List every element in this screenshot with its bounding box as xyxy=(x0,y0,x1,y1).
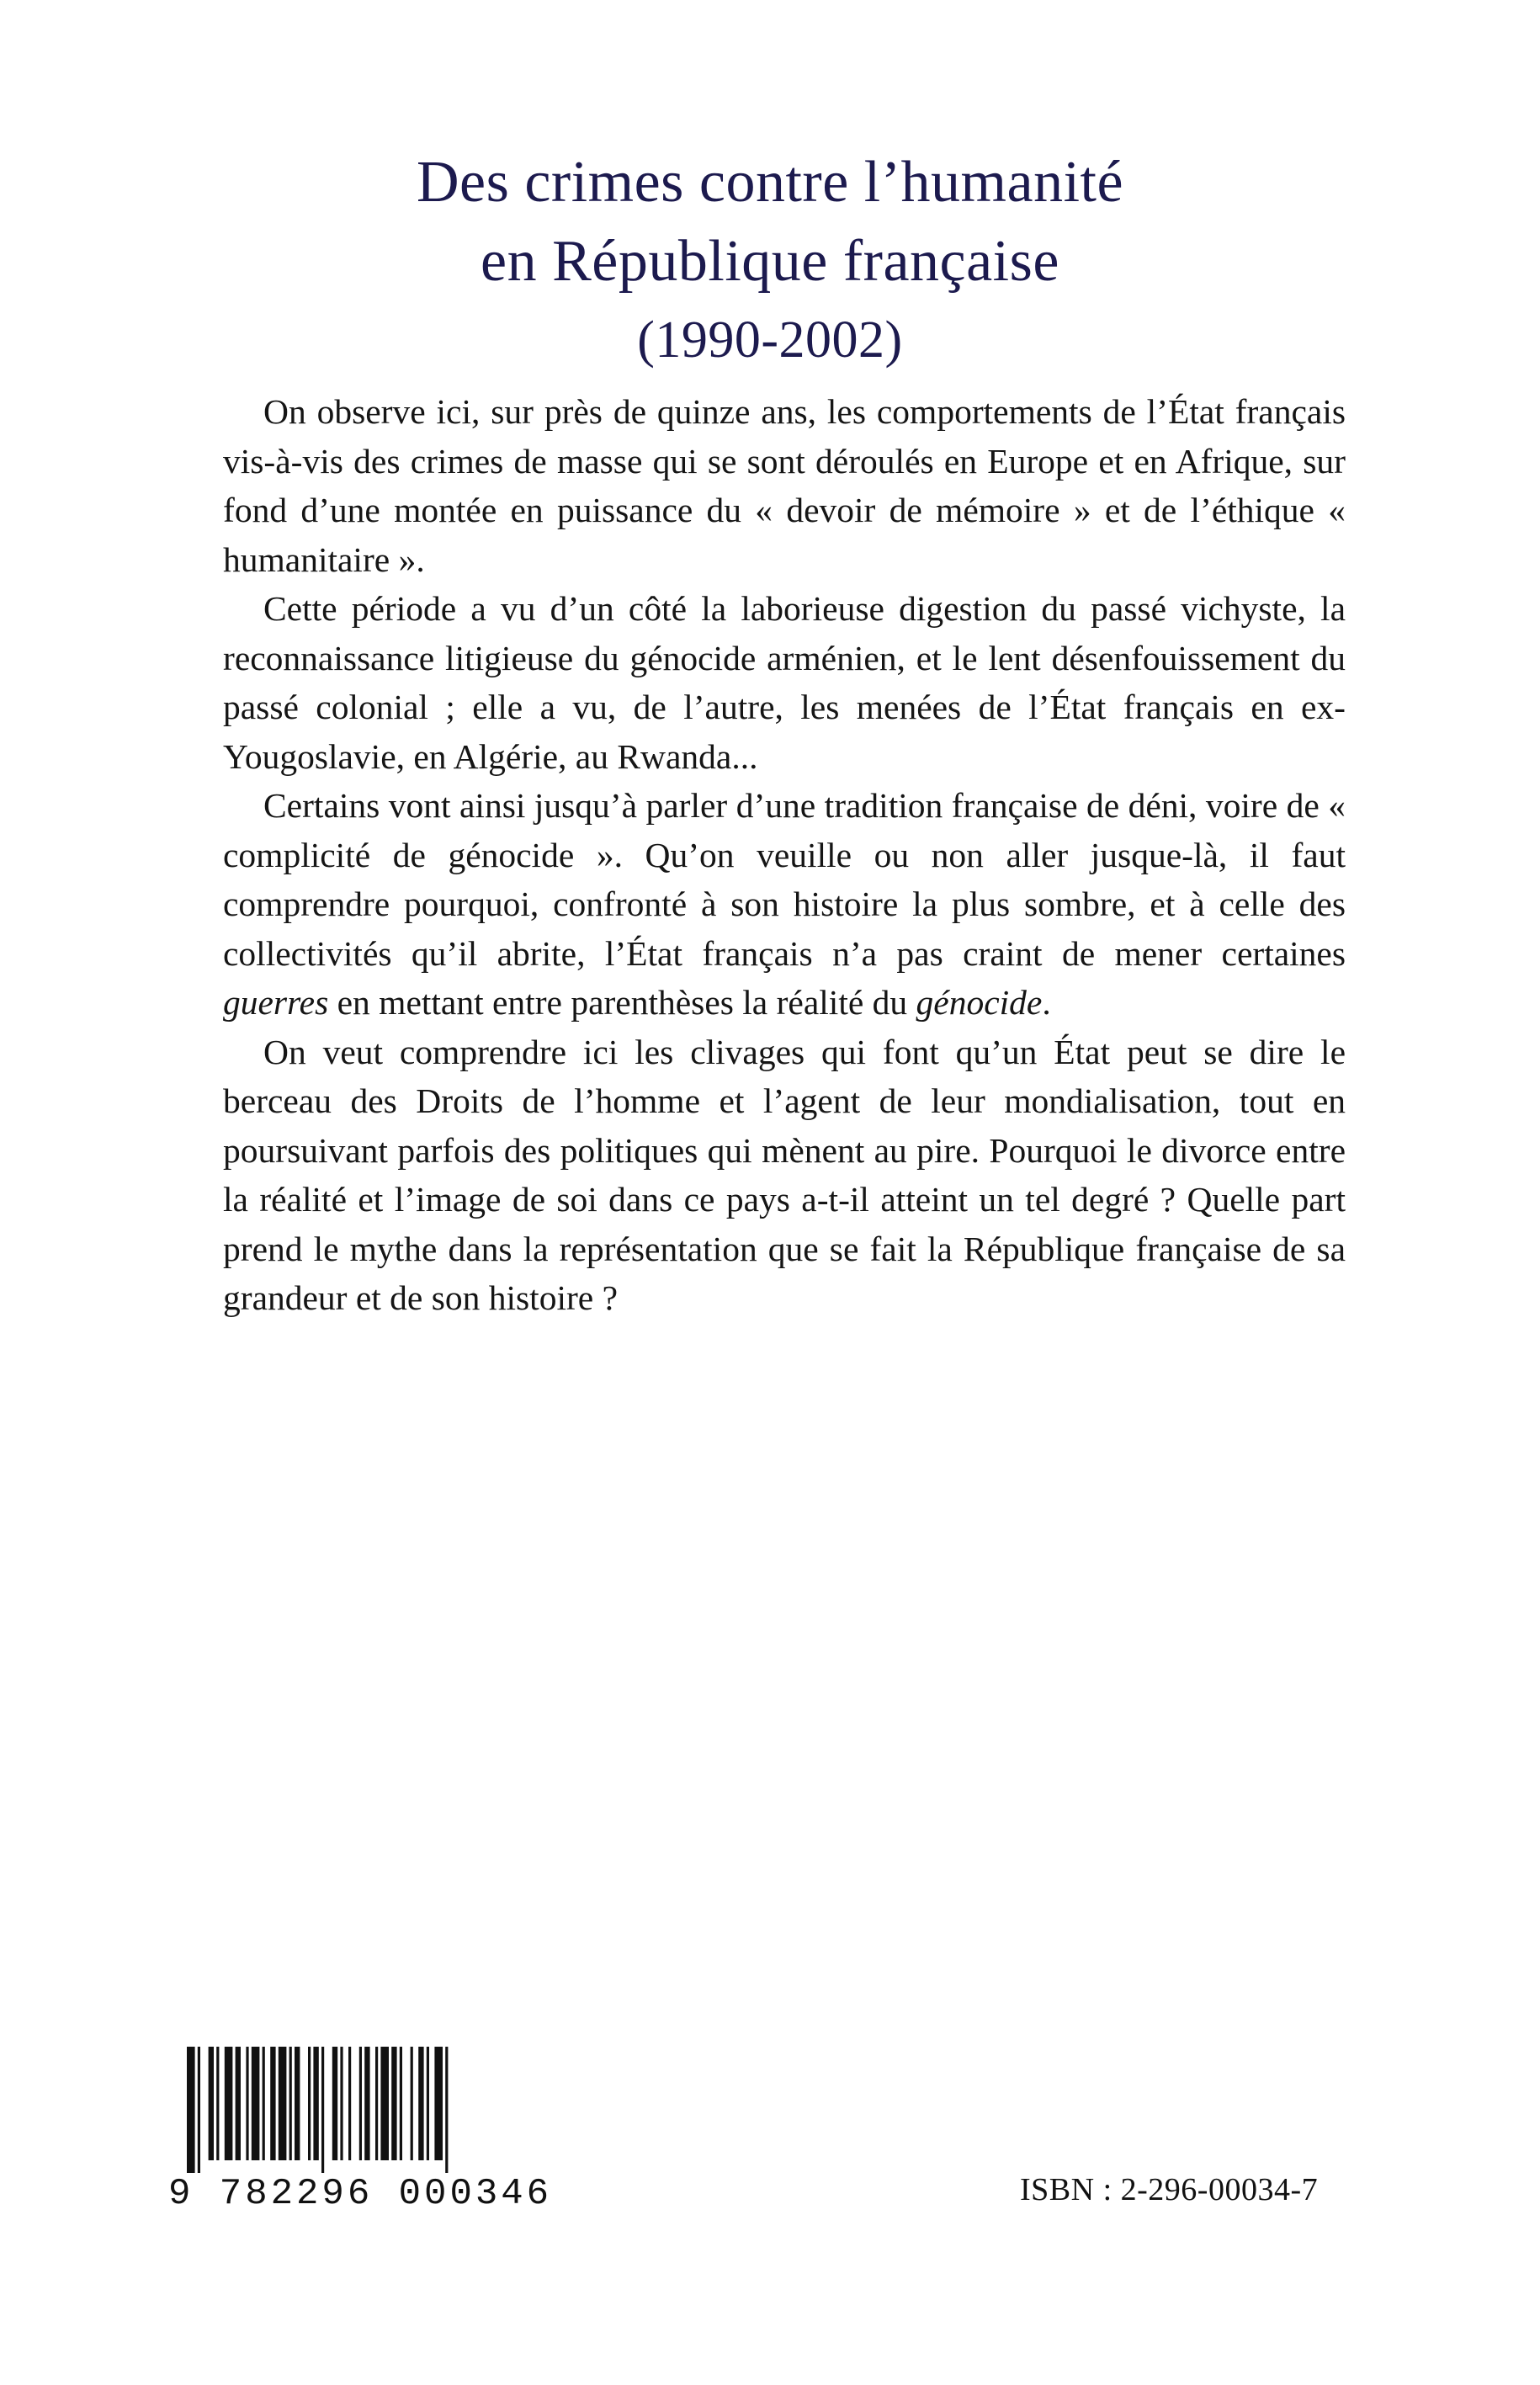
isbn-label: ISBN : 2-296-00034-7 xyxy=(1020,2172,1319,2207)
barcode-bar xyxy=(263,2047,265,2160)
back-cover-blurb xyxy=(223,387,1346,1323)
blurb-paragraph-2 xyxy=(223,584,1346,781)
barcode-bar xyxy=(434,2047,443,2160)
barcode-bar xyxy=(308,2047,311,2160)
barcode-bar xyxy=(391,2047,396,2160)
barcode-bar xyxy=(375,2047,378,2160)
barcode-bars xyxy=(168,2047,555,2173)
barcode-bar xyxy=(332,2047,337,2160)
barcode-bar xyxy=(359,2047,362,2160)
barcode-bar xyxy=(380,2047,389,2160)
barcode-bar xyxy=(321,2047,324,2173)
barcode-digits: 9 782296 000346 xyxy=(168,2173,553,2215)
blurb-paragraph-1 xyxy=(223,387,1346,584)
title-years: (1990-2002) xyxy=(637,311,903,369)
emphasis-genocide: génocide xyxy=(916,983,1043,1022)
paragraph-text: en mettant entre parenthèses la réalité du xyxy=(328,983,916,1022)
barcode-bar xyxy=(445,2047,448,2173)
barcode-bar xyxy=(198,2047,200,2173)
blurb-paragraph-4 xyxy=(223,1028,1346,1323)
paragraph-text: On veut comprendre ici les clivages qui font qu’un État peut se dire le berceau des Droits de l’homme et l’agent de leur mondialisation, tout en poursuivant parfois des politiques qui mènent au pire. Pourquoi le divorce entre la réalité et l’image de soi dans ce pays a-t-il atteint un tel degré ? Quelle part prend le mythe dans la représentation que se fait la République française de sa grandeur et de son histoire ? xyxy=(223,1032,1346,1317)
barcode-bar xyxy=(252,2047,260,2160)
barcode-bar xyxy=(364,2047,369,2160)
barcode-bar xyxy=(348,2047,351,2160)
barcode-bar xyxy=(400,2047,402,2160)
barcode-bar xyxy=(295,2047,300,2160)
barcode-bar xyxy=(427,2047,429,2160)
barcode-bar xyxy=(313,2047,318,2160)
barcode-bar xyxy=(270,2047,275,2160)
barcode-bar xyxy=(340,2047,343,2160)
title-line-1: Des crimes contre l’humanité xyxy=(416,150,1124,215)
barcode-bar xyxy=(279,2047,287,2160)
paragraph-text: On observe ici, sur près de quinze ans, les comportements de l’État français vis-à-vis des crimes de masse qui se sont déroulés en Europe et en Afrique, sur fond d’une montée en puissance du « devoir de mémoire » et de l’éthique « humanitaire ». xyxy=(223,392,1346,579)
barcode-bar xyxy=(236,2047,241,2160)
blurb-paragraph-3 xyxy=(223,781,1346,1028)
title-line-2: en République française xyxy=(481,229,1059,294)
barcode-bar xyxy=(289,2047,292,2160)
emphasis-guerres: guerres xyxy=(223,983,329,1022)
barcode-bar xyxy=(418,2047,423,2160)
paragraph-text: . xyxy=(1042,983,1051,1022)
paragraph-text: Cette période a vu d’un côté la laborieuse digestion du passé vichyste, la reconnaissance litigieuse du génocide arménien, et le lent désenfouissement du passé colonial ; elle a vu, de l’autre, les menées de l’État français en ex-Yougoslavie, en Algérie, au Rwanda... xyxy=(223,589,1346,776)
barcode-bar xyxy=(216,2047,219,2160)
barcode xyxy=(168,2047,555,2215)
barcode-bar xyxy=(209,2047,214,2160)
cover-title xyxy=(0,143,1540,375)
barcode-bar xyxy=(246,2047,248,2160)
paragraph-text: Certains vont ainsi jusqu’à parler d’une tradition française de déni, voire de « complicité de génocide ». Qu’on veuille ou non aller jusque-là, il faut comprendre pourquoi, confronté à son histoire la plus sombre, et à celle des collectivités qu’il abrite, l’État français n’a pas craint de mener certaines xyxy=(223,786,1346,973)
barcode-bar xyxy=(411,2047,413,2160)
barcode-bar xyxy=(187,2047,195,2173)
barcode-bar xyxy=(225,2047,233,2160)
